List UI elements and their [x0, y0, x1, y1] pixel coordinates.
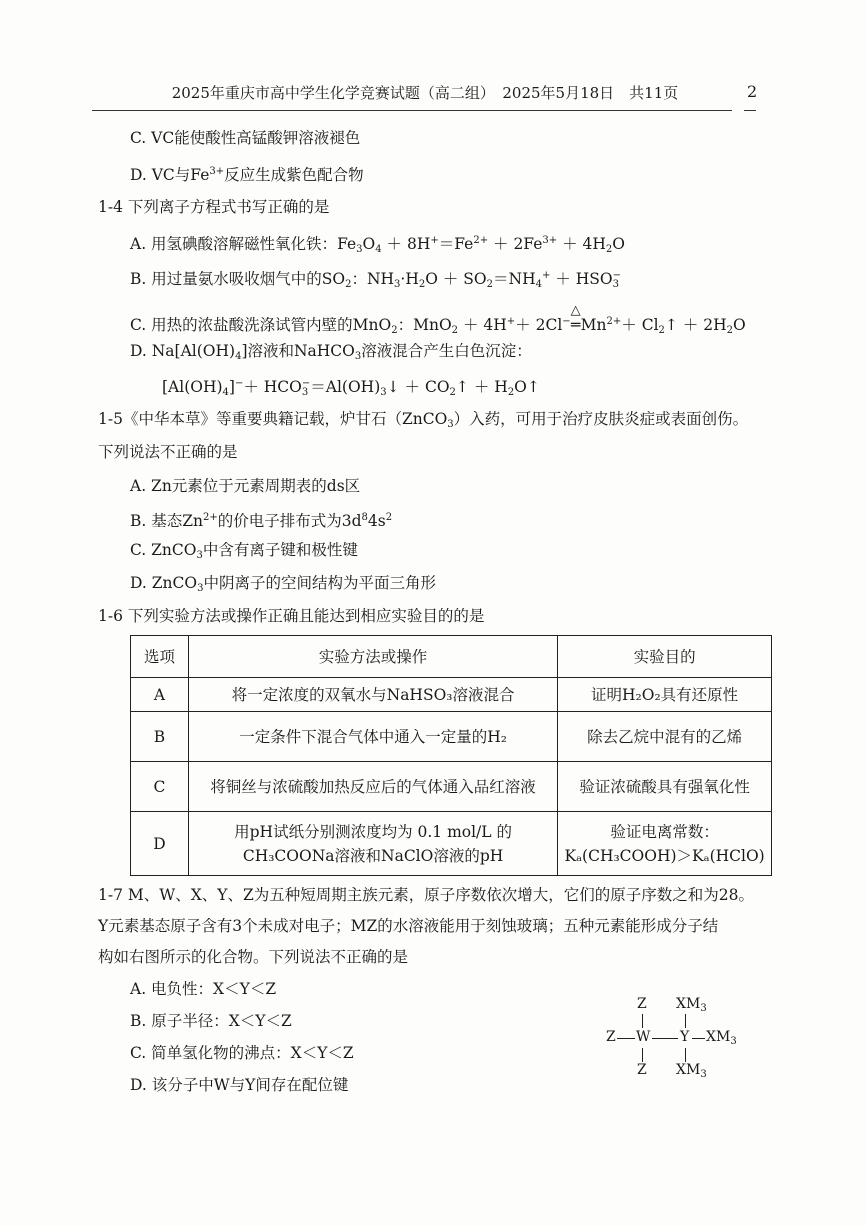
atom-z-bottom: Z: [637, 1062, 647, 1078]
group-xm3-bottom: $XM_3$: [676, 1062, 707, 1080]
q15-option-a: A. Zn元素位于元素周期表的ds区: [130, 477, 361, 495]
q17-option-c: C. 简单氢化物的沸点：X＜Y＜Z: [130, 1044, 354, 1062]
header-rule: [92, 110, 732, 111]
q14-stem: 1-4 下列离子方程式书写正确的是: [98, 198, 330, 216]
q14-option-d-equation: $[Al(OH)_4]^-+ HCO-$ $3 =Al(OH)_3↓$ ＋ $CO_2↑$ ＋ $H_2O↑$: [162, 378, 540, 398]
row-option: B: [131, 712, 189, 762]
q15-option-b: B. 基态$Zn^{2+}$的价电子排布式为$3d^84s^2$: [130, 512, 393, 530]
q17-stem-line3: 构如右图所示的化合物。下列说法不正确的是: [98, 948, 409, 966]
header-method: 实验方法或操作: [188, 636, 557, 678]
row-option: C: [131, 762, 189, 812]
q14-option-c: C. 用热的浓盐酸洗涤试管内壁的MnO$_2$：MnO$_2$ ＋ 4H+＋ 2Cl− △ $═Mn^{2+}+$ $Cl_2↑ + 2H_2O$: [130, 303, 746, 336]
row-option: D: [131, 812, 189, 876]
page-header: 2025年重庆市高中学生化学竞赛试题（高二组） 2025年5月18日 共11页: [171, 84, 679, 102]
q15-stem-line1: 1-5《中华本草》等重要典籍记载，炉甘石（ZnCO$_3$）入药，可用于治疗皮肤炎症或表面创伤。: [98, 410, 749, 430]
page-number: 2: [747, 82, 758, 101]
page-number-rule: [744, 110, 756, 111]
bond-w-z-bottom: [642, 1048, 643, 1062]
group-xm3-right: $XM_3$: [706, 1029, 737, 1047]
table-row: [131, 712, 772, 762]
bond-w-z-top: [642, 1014, 643, 1028]
bond-y-xm3: [692, 1038, 705, 1039]
q15-stem-line2: 下列说法不正确的是: [98, 443, 238, 461]
atom-z-left: Z: [606, 1029, 616, 1045]
atom-z-top: Z: [637, 996, 647, 1012]
table-header-row: [131, 636, 772, 678]
table-row: [131, 812, 772, 876]
q15-option-d: D. ZnCO$_3$中阴离子的空间结构为平面三角形: [130, 574, 436, 594]
q13-option-d: D. VC与$Fe^{3+}$反应生成紫色配合物: [130, 166, 364, 184]
q13-option-c: C. VC能使酸性高锰酸钾溶液褪色: [130, 129, 361, 147]
q15-option-c: C. ZnCO$_3$中含有离子键和极性键: [130, 541, 358, 561]
q17-option-d: D. 该分子中W与Y间存在配位键: [130, 1076, 349, 1094]
q14-option-d: D. $Na[Al(OH)_4]$溶液和NaHCO$_3$溶液混合产生白色沉淀：: [130, 342, 532, 362]
q17-option-b: B. 原子半径：X＜Y＜Z: [130, 1012, 292, 1030]
row-purpose: 除去乙烷中混有的乙烯: [558, 712, 772, 762]
bond-w-y: [652, 1038, 678, 1039]
q14-option-b: B. 用过量氨水吸收烟气中的$SO_2$：$NH_3\cdot H_2O + SO_2=NH_4^+ + HSO-$ 3: [130, 270, 621, 290]
bond-z-w: [617, 1038, 635, 1039]
molecular-structure-diagram: [600, 996, 760, 1080]
row-purpose: 证明H₂O₂具有还原性: [558, 678, 772, 712]
q14-option-a: A. 用氢碘酸溶解磁性氧化铁：$Fe_3O_4 + 8H^+=Fe^{2+} + 2Fe^{3+} + 4H_2O$: [130, 235, 625, 255]
bond-y-xm3-top: [685, 1014, 686, 1028]
atom-w: W: [636, 1029, 651, 1045]
row-purpose: 验证电离常数： Kₐ(CH₃COOH)＞Kₐ(HClO): [558, 812, 772, 876]
experiment-table: [130, 635, 772, 876]
row-method: 将一定浓度的双氧水与NaHSO₃溶液混合: [188, 678, 557, 712]
bond-y-xm3-bottom: [685, 1048, 686, 1062]
row-option: A: [131, 678, 189, 712]
q16-stem: 1-6 下列实验方法或操作正确且能达到相应实验目的的是: [98, 607, 485, 625]
header-purpose: 实验目的: [558, 636, 772, 678]
table-row: [131, 762, 772, 812]
atom-y: Y: [680, 1029, 690, 1045]
row-method: 将铜丝与浓硫酸加热反应后的气体通入品红溶液: [188, 762, 557, 812]
q17-stem-line2: Y元素基态原子含有3个未成对电子；MZ的水溶液能用于刻蚀玻璃；五种元素能形成分子结: [98, 917, 719, 935]
q17-option-a: A. 电负性：X＜Y＜Z: [130, 980, 277, 998]
table-row: [131, 678, 772, 712]
q17-stem-line1: 1-7 M、W、X、Y、Z为五种短周期主族元素，原子序数依次增大，它们的原子序数之和为28。: [98, 886, 754, 904]
row-purpose: 验证浓硫酸具有强氧化性: [558, 762, 772, 812]
group-xm3-top: $XM_3$: [676, 996, 707, 1014]
row-method: 一定条件下混合气体中通入一定量的H₂: [188, 712, 557, 762]
header-option: 选项: [131, 636, 189, 678]
row-method: 用pH试纸分别测浓度均为 0.1 mol/L 的 CH₃COONa溶液和NaClO溶液的pH: [188, 812, 557, 876]
